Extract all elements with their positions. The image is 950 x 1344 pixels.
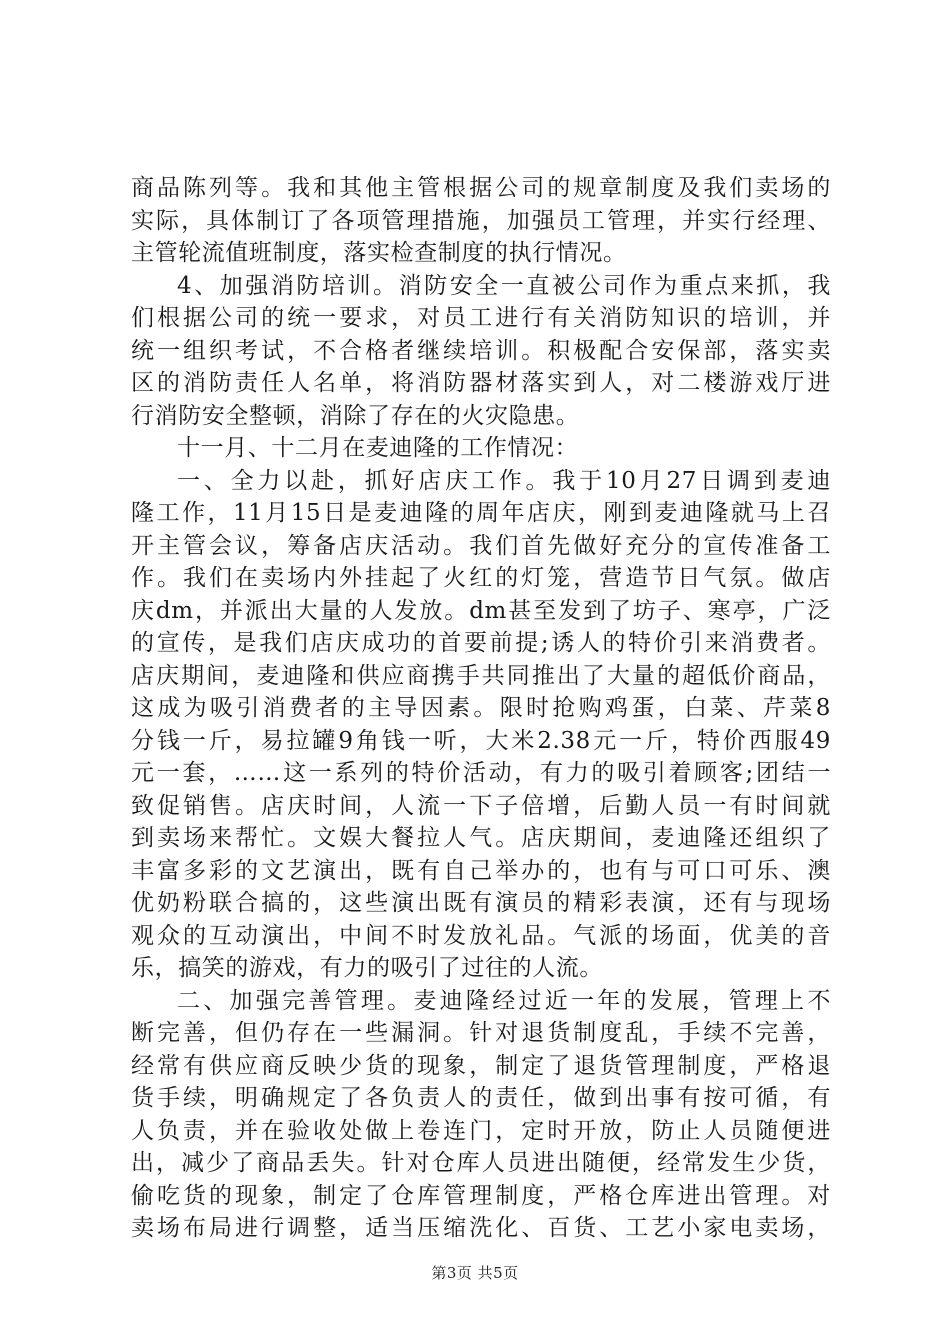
text-line: 分钱一斤，易拉罐9角钱一听，大米2.38元一斤，特价西服49 [131, 727, 831, 754]
text-line: 卖场布局进行调整，适当压缩洗化、百货、工艺小家电卖场， [131, 1215, 831, 1241]
text-line: 元一套，……这一系列的特价活动，有力的吸引着顾客;团结一 [131, 760, 831, 786]
text-line: 行消防安全整顿，消除了存在的火灾隐患。 [131, 402, 580, 429]
text-line: 乐，搞笑的游戏，有力的吸引了过往的人流。 [131, 955, 603, 981]
section-heading: 十一月、十二月在麦迪隆的工作情况： [177, 435, 579, 461]
text-line: 作。我们在卖场内外挂起了火红的灯笼，营造节日气氛。做店 [131, 565, 831, 591]
text-line: 这成为吸引消费者的主导因素。限时抢购鸡蛋，白菜、芹菜8 [131, 695, 831, 721]
text-line: 优奶粉联合搞的，这些演出既有演员的精彩表演，还有与现场 [131, 890, 831, 916]
text-line: 商品陈列等。我和其他主管根据公司的规章制度及我们卖场的 [131, 175, 831, 201]
text-line: 统一组织考试，不合格者继续培训。积极配合安保部，落实卖 [131, 337, 831, 364]
text-line: 区的消防责任人名单，将消防器材落实到人，对二楼游戏厅进 [131, 370, 831, 396]
page-number-footer: 第3页 共5页 [431, 1264, 519, 1282]
text-line: 到卖场来帮忙。文娱大餐拉人气。店庆期间，麦迪隆还组织了 [131, 825, 831, 851]
paragraph-start-line: 二、加强完善管理。麦迪隆经过近一年的发展，管理上不 [177, 987, 831, 1014]
text-line: 实际，具体制订了各项管理措施，加强员工管理，并实行经理、 [131, 207, 831, 234]
text-line: 出，减少了商品丢失。针对仓库人员进出随便，经常发生少货， [131, 1150, 831, 1176]
text-line: 偷吃货的现象，制定了仓库管理制度，严格仓库进出管理。对 [131, 1182, 831, 1209]
text-line: 观众的互动演出，中间不时发放礼品。气派的场面，优美的音 [131, 922, 831, 949]
text-line: 致促销售。店庆时间，人流一下子倍增，后勤人员一有时间就 [131, 792, 831, 819]
text-line: 的宣传，是我们店庆成功的首要前提;诱人的特价引来消费者。 [131, 630, 831, 656]
text-line: 庆dm，并派出大量的人发放。dm甚至发到了坊子、寒亭，广泛 [131, 597, 831, 624]
text-line: 经常有供应商反映少货的现象，制定了退货管理制度，严格退 [131, 1052, 831, 1079]
text-line: 主管轮流值班制度，落实检查制度的执行情况。 [131, 240, 627, 266]
text-line: 货手续，明确规定了各负责人的责任，做到出事有按可循，有 [131, 1085, 831, 1111]
paragraph-start-line: 4、加强消防培训。消防安全一直被公司作为重点来抓，我 [177, 272, 831, 299]
text-line: 店庆期间，麦迪隆和供应商携手共同推出了大量的超低价商品， [131, 662, 831, 689]
text-line: 们根据公司的统一要求，对员工进行有关消防知识的培训，并 [131, 305, 831, 331]
text-line: 人负责，并在验收处做上卷连门，定时开放，防止人员随便进 [131, 1117, 831, 1144]
text-line: 隆工作，11月15日是麦迪隆的周年店庆，刚到麦迪隆就马上召 [131, 500, 831, 526]
text-line: 开主管会议，筹备店庆活动。我们首先做好充分的宣传准备工 [131, 532, 831, 559]
document-body [131, 172, 831, 1245]
text-line: 断完善，但仍存在一些漏洞。针对退货制度乱，手续不完善， [131, 1020, 831, 1046]
text-line: 丰富多彩的文艺演出，既有自己举办的，也有与可口可乐、澳 [131, 857, 831, 884]
paragraph-start-line: 一、全力以赴，抓好店庆工作。我于10月27日调到麦迪 [177, 467, 831, 494]
